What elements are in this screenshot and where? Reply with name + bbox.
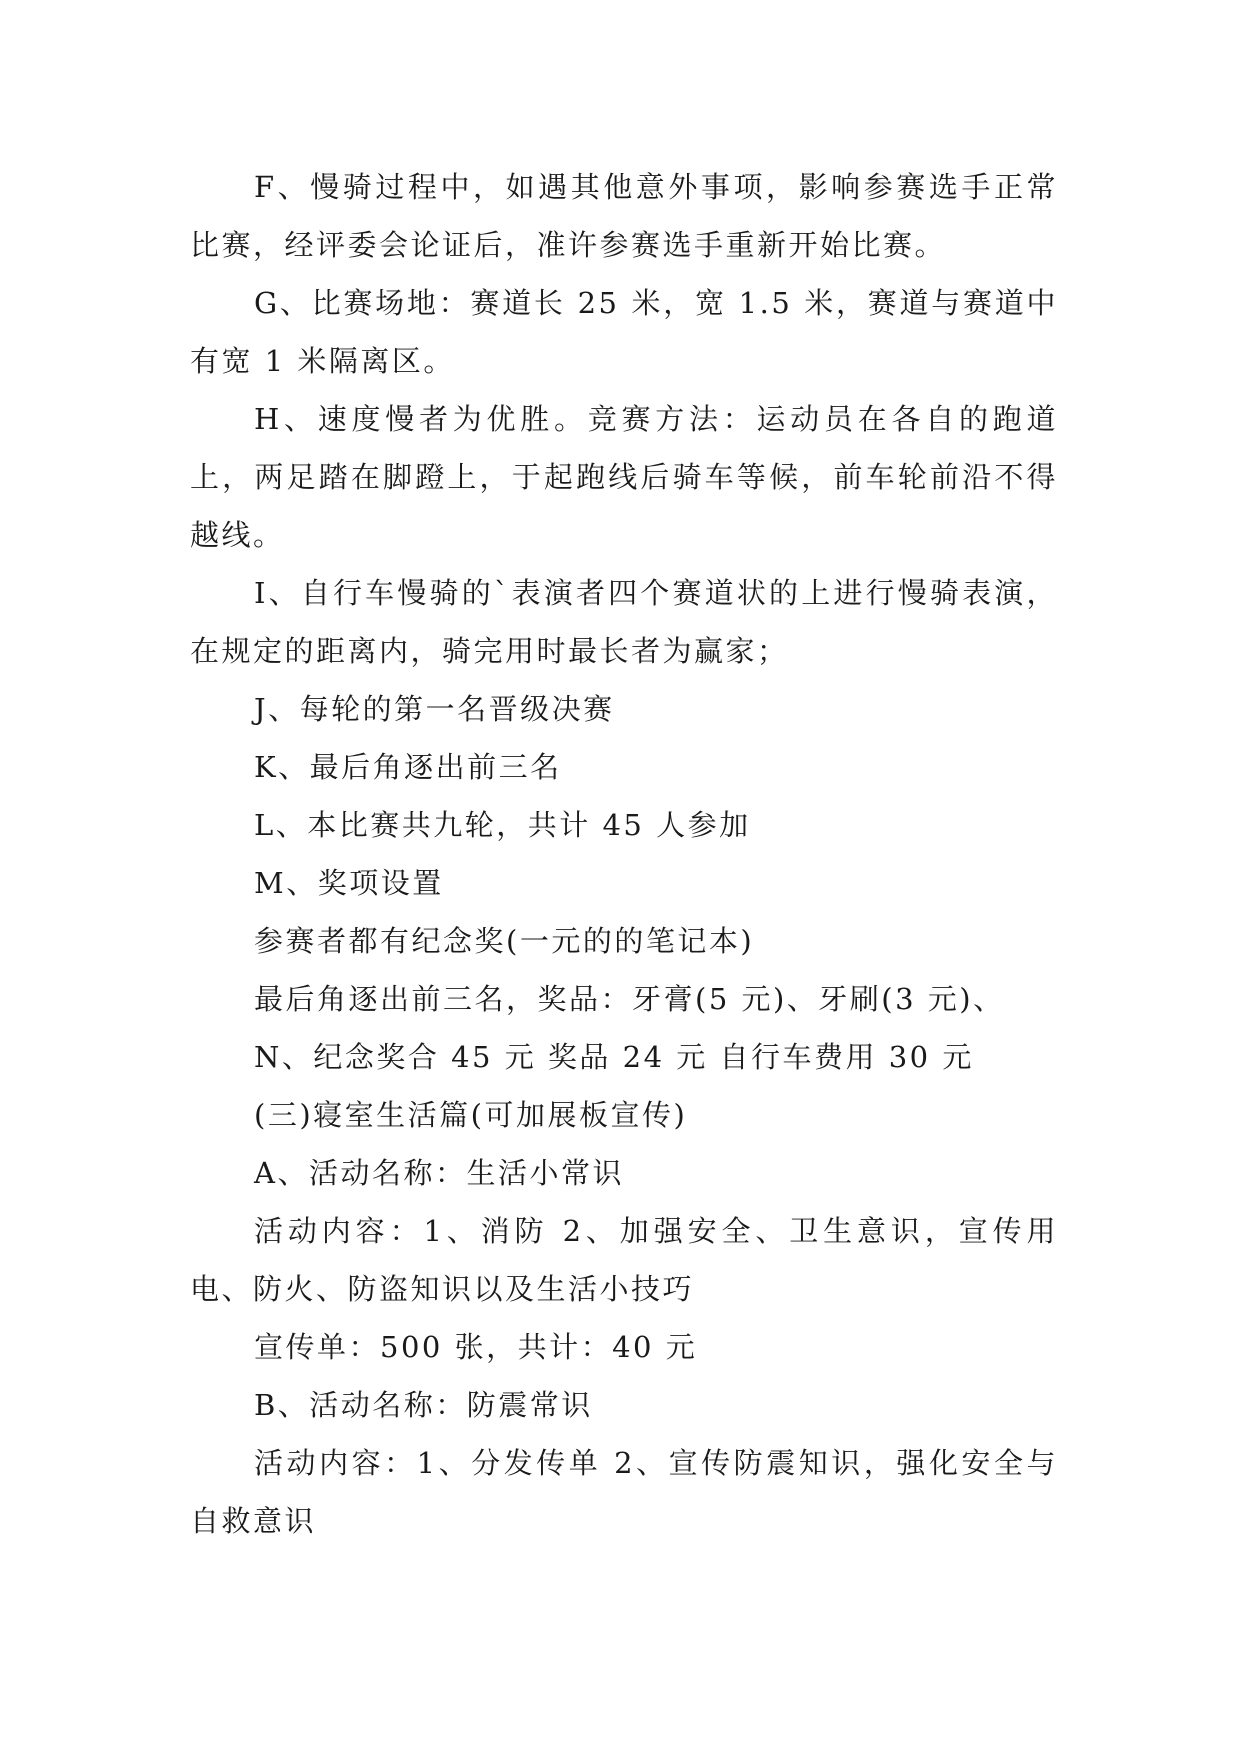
paragraph-souvenir-award: 参赛者都有纪念奖(一元的的笔记本) — [254, 924, 755, 958]
paragraph-activity-a-content: 活动内容：1、消防 2、加强安全、卫生意识，宣传用电、防火、防盗知识以及生活小技巧 — [190, 1214, 1058, 1306]
paragraph-g-venue: G、比赛场地：赛道长 25 米，宽 1.5 米，赛道与赛道中有宽 1 米隔离区。 — [190, 286, 1058, 378]
paragraph-j-final: J、每轮的第一名晋级决赛 — [254, 692, 615, 726]
paragraph-prizes: 最后角逐出前三名，奖品：牙膏(5 元)、牙刷(3 元)、 — [254, 982, 1005, 1016]
paragraph-f-rule: F、慢骑过程中，如遇其他意外事项，影响参赛选手正常比赛，经评委会论证后，准许参赛选手重新开始比赛。 — [190, 170, 1058, 262]
paragraph-l-rounds: L、本比赛共九轮，共计 45 人参加 — [254, 808, 751, 842]
paragraph-m-awards: M、奖项设置 — [254, 866, 444, 900]
paragraph-k-top-three: K、最后角逐出前三名 — [254, 750, 562, 784]
paragraph-h-method: H、速度慢者为优胜。竞赛方法：运动员在各自的跑道上，两足踏在脚蹬上，于起跑线后骑车等候，前车轮前沿不得越线。 — [190, 402, 1058, 552]
paragraph-n-costs: N、纪念奖合 45 元 奖品 24 元 自行车费用 30 元 — [254, 1040, 974, 1074]
document-page — [190, 158, 1058, 1550]
paragraph-i-performance: I、自行车慢骑的`表演者四个赛道状的上进行慢骑表演，在规定的距离内，骑完用时最长者为赢家； — [190, 576, 1058, 668]
paragraph-activity-b-name: B、活动名称：防震常识 — [254, 1388, 593, 1422]
paragraph-activity-a-name: A、活动名称：生活小常识 — [254, 1156, 624, 1190]
paragraph-flyers-cost: 宣传单：500 张，共计：40 元 — [254, 1330, 698, 1364]
section-heading-dorm-life: (三)寝室生活篇(可加展板宣传) — [254, 1098, 688, 1132]
paragraph-activity-b-content: 活动内容：1、分发传单 2、宣传防震知识，强化安全与自救意识 — [190, 1446, 1058, 1538]
